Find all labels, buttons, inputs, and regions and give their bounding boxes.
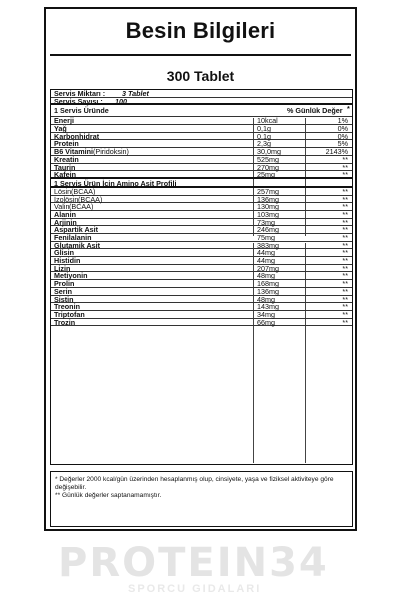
- nutrient-amount: 525mg: [257, 154, 279, 164]
- amino-amount: 143mg: [257, 302, 279, 312]
- amino-row: [51, 272, 352, 280]
- nutrient-name: Kafein: [54, 170, 76, 180]
- panel-title: Besin Bilgileri: [125, 18, 276, 43]
- nutrient-amount: 25mg: [257, 170, 275, 180]
- amino-row: [51, 203, 352, 211]
- amino-header-row: [51, 179, 352, 188]
- amino-daily-value: **: [342, 302, 348, 312]
- amino-daily-value: **: [342, 271, 348, 281]
- amino-name: Serin: [54, 286, 72, 296]
- amino-row: [51, 242, 352, 250]
- amino-daily-value: **: [342, 317, 348, 327]
- amino-name: Lösin: [54, 186, 72, 196]
- nutrient-amount: 0,1g: [257, 124, 271, 134]
- serving-size-value: 3 Tablet: [122, 89, 149, 98]
- footnote-box: [50, 471, 353, 527]
- amino-amount: 136mg: [257, 194, 279, 204]
- nutrient-row: [51, 164, 352, 172]
- nutrient-name: B6 Vitamini: [54, 147, 94, 157]
- amino-row: [51, 257, 352, 265]
- amino-daily-value: **: [342, 309, 348, 319]
- nutrient-row: [51, 133, 352, 141]
- amino-daily-value: **: [342, 233, 348, 242]
- footnote-1: * Değerler 2000 kcal/gün üzerinden hesaplanmış olup, cinsiyete, yaşa ve fiziksel aktiviteye göre değişebilir.: [55, 476, 334, 491]
- daily-value-mark: *: [347, 104, 350, 114]
- nutrient-name: Enerji: [54, 116, 74, 126]
- amino-row: [51, 296, 352, 304]
- amino-amount: 136mg: [257, 286, 279, 296]
- nutrient-daily-value: 5%: [337, 139, 348, 149]
- amino-name: Glutamik Asit: [54, 240, 101, 250]
- amino-amount: 73mg: [257, 217, 275, 227]
- nutrient-row: [51, 148, 352, 156]
- nutrient-name: Taurin: [54, 162, 76, 172]
- nutrient-name: Karbonhidrat: [54, 131, 100, 141]
- nutrient-row: [51, 171, 352, 179]
- amino-row: [51, 303, 352, 311]
- amino-daily-value: **: [342, 209, 348, 219]
- nutrient-daily-value: **: [342, 162, 348, 172]
- amino-row: [51, 280, 352, 288]
- amino-name: Metiyonin: [54, 271, 88, 281]
- nutrient-amount: 30,0mg: [257, 147, 281, 157]
- amino-daily-value: **: [342, 286, 348, 296]
- amino-daily-value: **: [342, 279, 348, 289]
- amino-name: Aspartik Asit: [54, 225, 99, 235]
- amino-daily-value: **: [342, 256, 348, 266]
- nutrition-table: [50, 89, 353, 465]
- amino-name: Arjinin: [54, 217, 77, 227]
- nutrient-amount: 270mg: [257, 162, 279, 172]
- amino-header: 1 Servis Ürün İçin Amino Asit Profili: [54, 178, 177, 188]
- nutrient-amount: 2,3g: [257, 139, 271, 149]
- amino-name: Treonin: [54, 302, 80, 312]
- nutrient-name-detail: (Piridoksin): [93, 147, 129, 157]
- amino-amount: 44mg: [257, 248, 275, 258]
- serving-count-label: Servis Sayısı :: [54, 96, 103, 106]
- amino-name-detail: (BCAA): [71, 186, 96, 196]
- amino-name: Histidin: [54, 256, 81, 266]
- daily-value-header: % Günlük Değer: [287, 106, 343, 116]
- amino-name: Prolin: [54, 279, 75, 289]
- amino-name: Valin: [54, 202, 70, 212]
- amino-amount: 44mg: [257, 256, 275, 266]
- amino-name: Lizin: [54, 263, 71, 273]
- watermark-tagline: SPORCU GIDALARI: [128, 583, 262, 595]
- amino-amount: 130mg: [257, 202, 279, 212]
- amino-daily-value: **: [342, 225, 348, 235]
- title-divider: [50, 54, 351, 56]
- amino-name: Glisin: [54, 248, 74, 258]
- amino-amount: 103mg: [257, 209, 279, 219]
- amino-name: Fenilalanin: [54, 233, 92, 242]
- table-header-row: [51, 105, 352, 117]
- amino-amount: 168mg: [257, 279, 279, 289]
- panel-subtitle: 300 Tablet: [166, 68, 235, 84]
- amino-daily-value: **: [342, 240, 348, 250]
- amino-name: Triptofan: [54, 309, 85, 319]
- amino-amount: 207mg: [257, 263, 279, 273]
- nutrient-amount: 10kcal: [257, 116, 278, 126]
- serving-count-value: 100: [115, 96, 127, 106]
- amino-name: Trozin: [54, 317, 76, 327]
- amino-row: [51, 311, 352, 319]
- amino-row: [51, 226, 352, 234]
- nutrition-facts-panel: [44, 7, 357, 531]
- nutrient-row: [51, 156, 352, 164]
- serving-count-row: [51, 98, 352, 106]
- nutrient-daily-value: 0%: [337, 131, 348, 141]
- amino-row: [51, 196, 352, 204]
- watermark-brand: PROTEIN34: [58, 540, 329, 586]
- amino-name: Sistin: [54, 294, 74, 304]
- amino-daily-value: **: [342, 248, 348, 258]
- amino-amount: 34mg: [257, 309, 275, 319]
- amino-amount: 48mg: [257, 294, 275, 304]
- amino-name-detail: (BCAA): [78, 194, 103, 204]
- nutrient-daily-value: 2143%: [325, 147, 348, 157]
- amino-amount: 383mg: [257, 240, 279, 250]
- amino-name: Alanin: [54, 209, 76, 219]
- amino-acid-list: [51, 188, 352, 326]
- nutrient-name: Kreatin: [54, 154, 79, 164]
- amino-amount: 48mg: [257, 271, 275, 281]
- amino-name: İzolösin: [54, 194, 79, 204]
- amino-daily-value: **: [342, 263, 348, 273]
- nutrient-name: Yağ: [54, 124, 67, 134]
- amino-row: [51, 288, 352, 296]
- amino-row: [51, 211, 352, 219]
- nutrient-list: [51, 117, 352, 179]
- amino-daily-value: **: [342, 217, 348, 227]
- amino-amount: 246mg: [257, 225, 279, 235]
- nutrient-row: [51, 117, 352, 125]
- nutrient-daily-value: 0%: [337, 124, 348, 134]
- nutrient-daily-value: **: [342, 154, 348, 164]
- amino-name-detail: (BCAA): [69, 202, 94, 212]
- serving-size-label: Servis Miktarı :: [54, 89, 106, 98]
- amino-amount: 257mg: [257, 186, 279, 196]
- amino-daily-value: **: [342, 202, 348, 212]
- amino-amount: 66mg: [257, 317, 275, 327]
- amino-row: [51, 265, 352, 273]
- amino-amount: 75mg: [257, 233, 275, 242]
- amino-row: [51, 319, 352, 327]
- footnote-2: ** Günlük değerler saptanamamıştır.: [55, 492, 162, 499]
- amino-row: [51, 249, 352, 257]
- amino-daily-value: **: [342, 186, 348, 196]
- nutrient-amount: 0,1g: [257, 131, 271, 141]
- amino-daily-value: **: [342, 294, 348, 304]
- nutrient-daily-value: **: [342, 170, 348, 180]
- amino-daily-value: **: [342, 194, 348, 204]
- nutrient-name: Protein: [54, 139, 79, 149]
- nutrient-daily-value: 1%: [337, 116, 348, 126]
- per-serving-header: 1 Servis Üründe: [54, 106, 109, 116]
